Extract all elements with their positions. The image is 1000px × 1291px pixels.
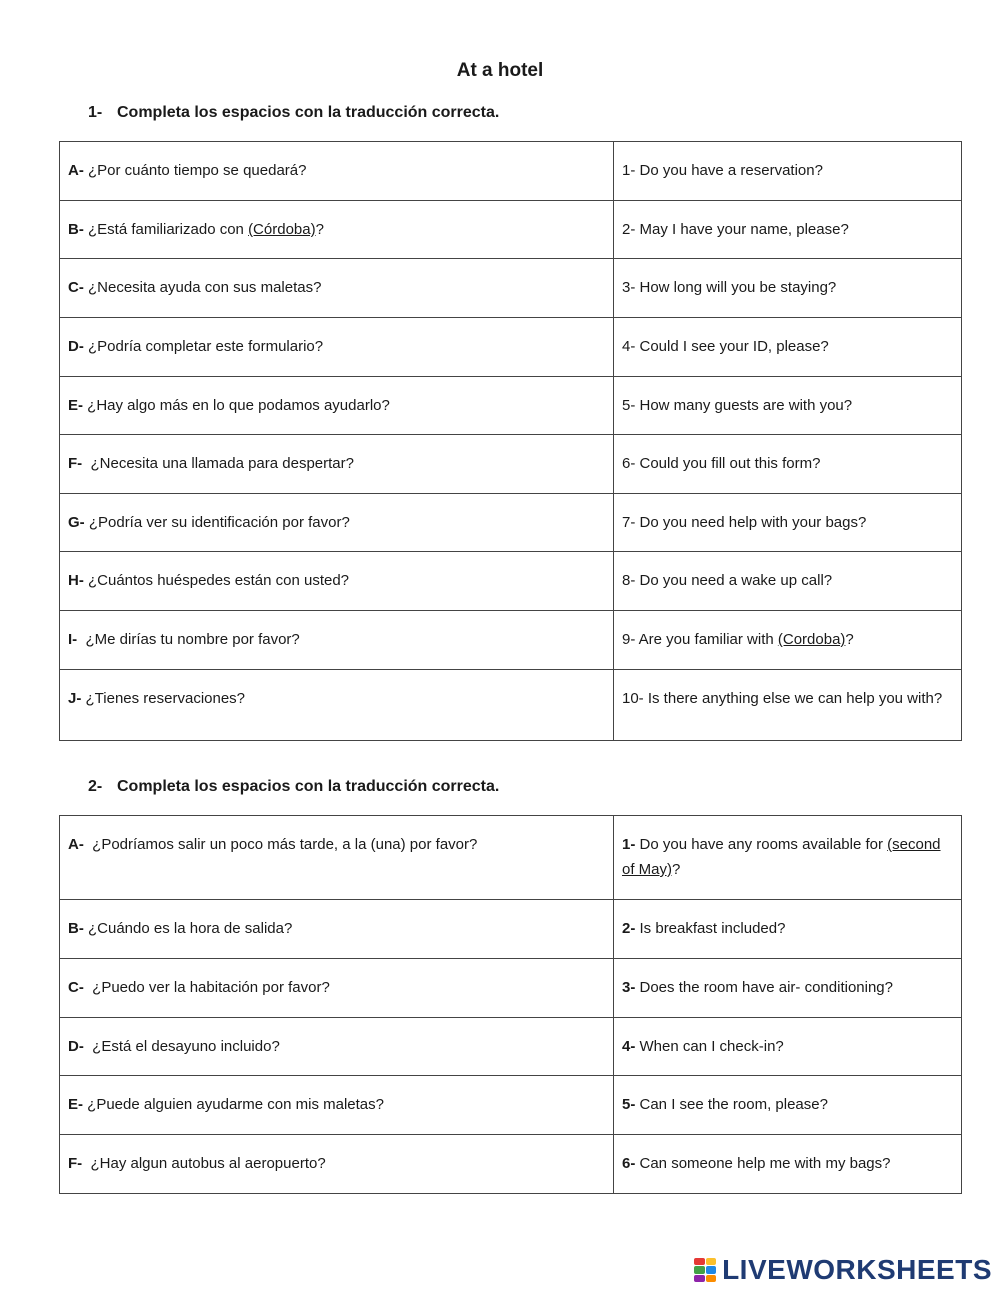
row-letter: D- — [68, 1038, 84, 1055]
row-letter: B- — [68, 920, 84, 937]
spanish-cell — [60, 142, 614, 201]
spanish-cell — [60, 670, 614, 741]
spanish-phrase: ¿Hay algun autobus al aeropuerto? — [82, 1155, 326, 1172]
spanish-phrase: ¿Podría completar este formulario? — [83, 338, 324, 355]
row-letter: G- — [68, 514, 85, 531]
spanish-phrase: ¿Necesita una llamada para despertar? — [82, 455, 354, 472]
spanish-phrase: ¿Me dirías tu nombre por favor? — [77, 631, 300, 648]
english-cell — [614, 611, 962, 670]
english-phrase: When can I check-in? — [635, 1038, 784, 1055]
logo-square — [706, 1266, 717, 1273]
english-cell — [614, 318, 962, 377]
spanish-phrase: ¿Podría ver su identificación por favor? — [84, 514, 350, 531]
table-row — [60, 816, 962, 900]
row-letter: I- — [68, 631, 78, 648]
english-cell — [614, 670, 962, 741]
english-cell — [614, 494, 962, 552]
table-row — [60, 1018, 962, 1076]
spanish-cell — [60, 201, 614, 259]
spanish-cell — [60, 816, 614, 900]
english-phrase: Is breakfast included? — [635, 920, 786, 937]
english-cell — [614, 1135, 962, 1194]
section2-heading — [88, 778, 499, 796]
row-number: 2- — [622, 920, 636, 937]
row-letter: B- — [68, 221, 84, 238]
row-letter: C- — [68, 979, 84, 996]
row-letter: F- — [68, 1155, 83, 1172]
page-title: At a hotel — [456, 60, 544, 81]
english-cell — [614, 1076, 962, 1135]
row-letter: A- — [68, 162, 84, 179]
row-number: 1- — [622, 836, 636, 853]
section1-table — [59, 141, 962, 741]
spanish-phrase: ¿Tienes reservaciones? — [81, 690, 246, 707]
logo-square — [706, 1275, 717, 1282]
spanish-cell — [60, 611, 614, 670]
logo-square — [694, 1275, 705, 1282]
liveworksheets-logo — [694, 1254, 992, 1286]
english-cell — [614, 435, 962, 494]
section1-heading — [88, 104, 499, 122]
row-letter: J- — [68, 690, 82, 707]
liveworksheets-logo-icon — [694, 1258, 716, 1282]
section2-table — [59, 815, 962, 1194]
row-letter: E- — [68, 397, 83, 414]
row-letter: E- — [68, 1096, 83, 1113]
spanish-phrase: ¿Cuántos huéspedes están con usted? — [83, 572, 350, 589]
english-cell — [614, 1018, 962, 1076]
underlined-blank: (Cordoba) — [777, 631, 846, 648]
spanish-phrase: ¿Está el desayuno incluido? — [83, 1038, 280, 1055]
english-cell — [614, 959, 962, 1018]
table-row — [60, 318, 962, 377]
english-phrase: Do you have any rooms available for — [635, 836, 888, 853]
table-row — [60, 900, 962, 959]
english-phrase: 8- Do you need a wake up call? — [622, 572, 833, 589]
underlined-blank: (second of May) — [622, 836, 941, 878]
english-phrase: 5- How many guests are with you? — [622, 397, 853, 414]
row-letter: C- — [68, 279, 84, 296]
spanish-cell — [60, 1018, 614, 1076]
english-phrase: 9- Are you familiar with — [622, 631, 778, 648]
spanish-phrase: ¿Puedo ver la habitación por favor? — [83, 979, 330, 996]
english-cell — [614, 377, 962, 435]
spanish-cell — [60, 435, 614, 494]
table-row — [60, 1076, 962, 1135]
logo-square — [694, 1258, 705, 1265]
liveworksheets-logo-text: LIVEWORKSHEETS — [722, 1254, 992, 1285]
english-phrase: 10- Is there anything else we can help you with? — [622, 690, 943, 707]
table-row — [60, 377, 962, 435]
spanish-phrase: ¿Puede alguien ayudarme con mis maletas? — [83, 1096, 384, 1113]
spanish-phrase: ¿Cuándo es la hora de salida? — [83, 920, 293, 937]
table-row — [60, 959, 962, 1018]
spanish-cell — [60, 318, 614, 377]
spanish-phrase: ¿Por cuánto tiempo se quedará? — [83, 162, 307, 179]
section1-heading-text: Completa los espacios con la traducción correcta. — [117, 104, 500, 121]
table-row — [60, 1135, 962, 1194]
english-phrase: 1- Do you have a reservation? — [622, 162, 823, 179]
spanish-phrase: ¿Necesita ayuda con sus maletas? — [83, 279, 322, 296]
logo-square — [694, 1266, 705, 1273]
english-cell — [614, 201, 962, 259]
english-phrase: 3- How long will you be staying? — [622, 279, 837, 296]
english-phrase: 7- Do you need help with your bags? — [622, 514, 867, 531]
section2-number: 2- — [88, 778, 103, 795]
underlined-blank: (Córdoba) — [248, 221, 316, 238]
row-number: 6- — [622, 1155, 636, 1172]
row-letter: F- — [68, 455, 83, 472]
table-row — [60, 552, 962, 611]
punctuation: ? — [845, 631, 854, 648]
row-number: 3- — [622, 979, 636, 996]
punctuation: ? — [315, 221, 324, 238]
section1-number: 1- — [88, 104, 103, 121]
table-row — [60, 670, 962, 741]
spanish-phrase: ¿Está familiarizado con — [83, 221, 249, 238]
english-cell — [614, 259, 962, 318]
table-row — [60, 259, 962, 318]
english-phrase: 4- Could I see your ID, please? — [622, 338, 829, 355]
spanish-phrase: ¿Podríamos salir un poco más tarde, a la (una) por favor? — [83, 836, 478, 853]
logo-square — [706, 1258, 717, 1265]
english-cell — [614, 142, 962, 201]
english-cell — [614, 552, 962, 611]
table-row — [60, 435, 962, 494]
english-phrase: Can I see the room, please? — [635, 1096, 828, 1113]
row-letter: D- — [68, 338, 84, 355]
english-cell — [614, 816, 962, 900]
table-row — [60, 142, 962, 201]
section2-heading-text: Completa los espacios con la traducción correcta. — [117, 778, 500, 795]
row-number: 4- — [622, 1038, 636, 1055]
punctuation: ? — [672, 861, 681, 878]
spanish-cell — [60, 494, 614, 552]
spanish-cell — [60, 552, 614, 611]
english-phrase: Can someone help me with my bags? — [635, 1155, 891, 1172]
english-phrase: 2- May I have your name, please? — [622, 221, 849, 238]
spanish-cell — [60, 1135, 614, 1194]
english-phrase: Does the room have air- conditioning? — [635, 979, 893, 996]
table-row — [60, 201, 962, 259]
table-row — [60, 494, 962, 552]
row-letter: H- — [68, 572, 84, 589]
english-cell — [614, 900, 962, 959]
spanish-cell — [60, 1076, 614, 1135]
spanish-phrase: ¿Hay algo más en lo que podamos ayudarlo? — [83, 397, 390, 414]
english-phrase: 6- Could you fill out this form? — [622, 455, 821, 472]
spanish-cell — [60, 259, 614, 318]
row-letter: A- — [68, 836, 84, 853]
spanish-cell — [60, 900, 614, 959]
table-row — [60, 611, 962, 670]
spanish-cell — [60, 377, 614, 435]
row-number: 5- — [622, 1096, 636, 1113]
spanish-cell — [60, 959, 614, 1018]
